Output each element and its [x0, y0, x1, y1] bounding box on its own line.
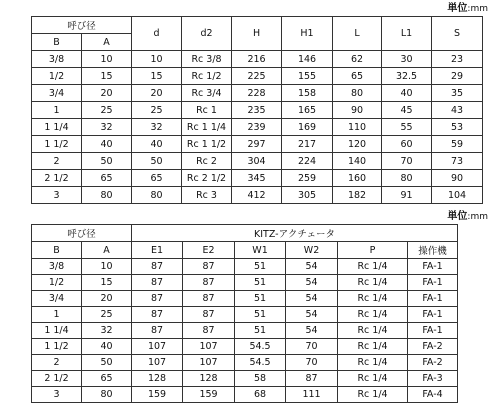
table-cell: Rc 1	[182, 102, 232, 119]
table-cell: 45	[382, 102, 432, 119]
table-cell: 51	[235, 323, 286, 339]
table-cell: 3/4	[32, 85, 82, 102]
table-cell: Rc 1/4	[338, 291, 408, 307]
table-cell: 54	[286, 307, 338, 323]
table-cell: 55	[382, 119, 432, 136]
table-cell: 91	[382, 187, 432, 204]
table-cell: 155	[282, 68, 333, 85]
table-cell: 146	[282, 51, 333, 68]
table-row	[32, 387, 458, 403]
table-cell: 54	[286, 275, 338, 291]
table-cell: 297	[232, 136, 282, 153]
nominal-size-header: 呼び径	[32, 17, 132, 34]
table-cell: 107	[132, 339, 183, 355]
table-cell: 412	[232, 187, 282, 204]
table-cell: 50	[82, 355, 132, 371]
column-header: H	[232, 17, 282, 51]
table-cell: 158	[282, 85, 333, 102]
table-cell: Rc 1/4	[338, 275, 408, 291]
table-cell: 87	[183, 275, 235, 291]
column-header: d2	[182, 17, 232, 51]
table-cell: 160	[333, 170, 382, 187]
table-cell: 15	[132, 68, 182, 85]
table-row	[32, 291, 458, 307]
table-cell: 32	[132, 119, 182, 136]
column-header: d	[132, 17, 182, 51]
table-cell: 54	[286, 323, 338, 339]
table-cell: 10	[82, 259, 132, 275]
table-row	[32, 68, 483, 85]
table-cell: 169	[282, 119, 333, 136]
table-cell: 2 1/2	[32, 170, 82, 187]
table-cell: 80	[82, 387, 132, 403]
table-cell: 111	[286, 387, 338, 403]
table-cell: 2 1/2	[32, 371, 82, 387]
table-cell: 3/4	[32, 291, 82, 307]
table-cell: Rc 1/4	[338, 371, 408, 387]
table-cell: 80	[333, 85, 382, 102]
table-cell: 87	[183, 291, 235, 307]
table-cell: 345	[232, 170, 282, 187]
table-cell: Rc 1 1/4	[182, 119, 232, 136]
dimensions-table	[31, 16, 483, 204]
column-header: W2	[286, 242, 338, 259]
table-row	[32, 371, 458, 387]
table-cell: 53	[432, 119, 483, 136]
table-row	[32, 307, 458, 323]
table-cell: 40	[382, 85, 432, 102]
table-cell: 32	[82, 323, 132, 339]
table-cell: FA-1	[408, 323, 458, 339]
table-cell: 25	[82, 307, 132, 323]
table-cell: 107	[132, 355, 183, 371]
table-cell: 159	[183, 387, 235, 403]
table-cell: 90	[432, 170, 483, 187]
table-cell: 30	[382, 51, 432, 68]
table-cell: 25	[132, 102, 182, 119]
table-cell: 80	[382, 170, 432, 187]
table-cell: 87	[183, 323, 235, 339]
table-cell: Rc 1/4	[338, 307, 408, 323]
table-cell: 3	[32, 387, 82, 403]
table-row	[32, 170, 483, 187]
column-header-b: B	[32, 34, 82, 51]
actuator-table	[31, 224, 458, 403]
table-cell: 60	[382, 136, 432, 153]
table-cell: 20	[82, 291, 132, 307]
table-cell: 165	[282, 102, 333, 119]
table-cell: 1 1/2	[32, 339, 82, 355]
table-row	[32, 323, 458, 339]
table-cell: Rc 1/4	[338, 259, 408, 275]
table-cell: 80	[132, 187, 182, 204]
column-header: E1	[132, 242, 183, 259]
table-cell: FA-1	[408, 291, 458, 307]
table-cell: 62	[333, 51, 382, 68]
table-cell: 107	[183, 355, 235, 371]
table-cell: 3	[32, 187, 82, 204]
column-header: P	[338, 242, 408, 259]
table-cell: 225	[232, 68, 282, 85]
table-row	[32, 136, 483, 153]
table-cell: Rc 3	[182, 187, 232, 204]
table-cell: 43	[432, 102, 483, 119]
table-header-row	[32, 225, 458, 242]
table-cell: 2	[32, 355, 82, 371]
table-cell: 1	[32, 102, 82, 119]
table-cell: 140	[333, 153, 382, 170]
table-cell: 25	[82, 102, 132, 119]
table-cell: 87	[132, 291, 183, 307]
table-cell: 304	[232, 153, 282, 170]
table-cell: Rc 1 1/2	[182, 136, 232, 153]
table-cell: Rc 1/4	[338, 355, 408, 371]
table-cell: FA-1	[408, 307, 458, 323]
table-cell: 23	[432, 51, 483, 68]
table-cell: 120	[333, 136, 382, 153]
column-header: L1	[382, 17, 432, 51]
table-cell: 35	[432, 85, 483, 102]
table-cell: FA-1	[408, 275, 458, 291]
table-row	[32, 339, 458, 355]
table-cell: 51	[235, 291, 286, 307]
table-cell: 40	[132, 136, 182, 153]
column-header-a: A	[82, 242, 132, 259]
table-cell: 40	[82, 339, 132, 355]
table-cell: 32	[82, 119, 132, 136]
table-row	[32, 102, 483, 119]
table-cell: 159	[132, 387, 183, 403]
table-cell: 51	[235, 307, 286, 323]
table-cell: 87	[132, 307, 183, 323]
table-cell: 54.5	[235, 355, 286, 371]
table-cell: 10	[132, 51, 182, 68]
table-row	[32, 51, 483, 68]
table-cell: 128	[183, 371, 235, 387]
table-cell: 15	[82, 68, 132, 85]
unit-label-top: 単位:mm	[447, 3, 488, 14]
table-cell: 107	[183, 339, 235, 355]
table-cell: 70	[286, 355, 338, 371]
unit-label-bottom: 単位:mm	[447, 211, 488, 222]
table-cell: 54.5	[235, 339, 286, 355]
table-cell: 259	[282, 170, 333, 187]
table-cell: 20	[132, 85, 182, 102]
table-cell: 73	[432, 153, 483, 170]
table-cell: Rc 1/4	[338, 387, 408, 403]
table-row	[32, 275, 458, 291]
table-cell: 58	[235, 371, 286, 387]
table-cell: 87	[183, 259, 235, 275]
table-cell: 1 1/4	[32, 323, 82, 339]
table-cell: 182	[333, 187, 382, 204]
table-cell: 90	[333, 102, 382, 119]
table-cell: Rc 1/4	[338, 323, 408, 339]
table-cell: FA-1	[408, 259, 458, 275]
table-cell: 305	[282, 187, 333, 204]
table-subheader-row	[32, 242, 458, 259]
table-cell: Rc 1/4	[338, 339, 408, 355]
table-cell: 1/2	[32, 275, 82, 291]
table-cell: 216	[232, 51, 282, 68]
table-cell: 1 1/4	[32, 119, 82, 136]
table-cell: 59	[432, 136, 483, 153]
table-cell: 1	[32, 307, 82, 323]
table-header-row	[32, 17, 483, 34]
table-cell: 228	[232, 85, 282, 102]
table-cell: 128	[132, 371, 183, 387]
table-row	[32, 187, 483, 204]
table-cell: 68	[235, 387, 286, 403]
table-cell: 54	[286, 291, 338, 307]
table-cell: 20	[82, 85, 132, 102]
table-cell: Rc 2 1/2	[182, 170, 232, 187]
table-cell: 2	[32, 153, 82, 170]
table-cell: 224	[282, 153, 333, 170]
table-cell: 51	[235, 275, 286, 291]
table-cell: 80	[82, 187, 132, 204]
table-cell: FA-3	[408, 371, 458, 387]
table-cell: 3/8	[32, 51, 82, 68]
table-cell: Rc 2	[182, 153, 232, 170]
table-cell: FA-2	[408, 339, 458, 355]
table-cell: 65	[82, 371, 132, 387]
table-cell: Rc 3/4	[182, 85, 232, 102]
table-cell: 70	[286, 339, 338, 355]
table-cell: 1 1/2	[32, 136, 82, 153]
table-cell: 65	[82, 170, 132, 187]
table-row	[32, 85, 483, 102]
table-row	[32, 119, 483, 136]
table-cell: 217	[282, 136, 333, 153]
table-cell: Rc 1/2	[182, 68, 232, 85]
table-cell: 239	[232, 119, 282, 136]
column-header: S	[432, 17, 483, 51]
table-cell: 3/8	[32, 259, 82, 275]
column-header: H1	[282, 17, 333, 51]
nominal-size-header: 呼び径	[32, 225, 132, 242]
table-cell: 87	[132, 259, 183, 275]
table-cell: 10	[82, 51, 132, 68]
table-cell: FA-2	[408, 355, 458, 371]
table-cell: 87	[183, 307, 235, 323]
column-header: E2	[183, 242, 235, 259]
table-cell: 87	[132, 275, 183, 291]
table-cell: 40	[82, 136, 132, 153]
table-cell: 50	[82, 153, 132, 170]
table-row	[32, 259, 458, 275]
column-header-b: B	[32, 242, 82, 259]
column-header: L	[333, 17, 382, 51]
table-cell: 51	[235, 259, 286, 275]
table-cell: 104	[432, 187, 483, 204]
table-cell: 87	[132, 323, 183, 339]
table-cell: 65	[333, 68, 382, 85]
table-cell: 65	[132, 170, 182, 187]
table-cell: 235	[232, 102, 282, 119]
table-cell: Rc 3/8	[182, 51, 232, 68]
column-header: W1	[235, 242, 286, 259]
table-cell: FA-4	[408, 387, 458, 403]
table-cell: 1/2	[32, 68, 82, 85]
table-cell: 15	[82, 275, 132, 291]
table-cell: 32.5	[382, 68, 432, 85]
table-cell: 50	[132, 153, 182, 170]
column-header: 操作機	[408, 242, 458, 259]
table-cell: 70	[382, 153, 432, 170]
table-row	[32, 153, 483, 170]
table-cell: 110	[333, 119, 382, 136]
actuator-header: KITZ-アクチェータ	[132, 225, 458, 242]
column-header-a: A	[82, 34, 132, 51]
table-cell: 54	[286, 259, 338, 275]
table-row	[32, 355, 458, 371]
table-cell: 87	[286, 371, 338, 387]
table-cell: 29	[432, 68, 483, 85]
